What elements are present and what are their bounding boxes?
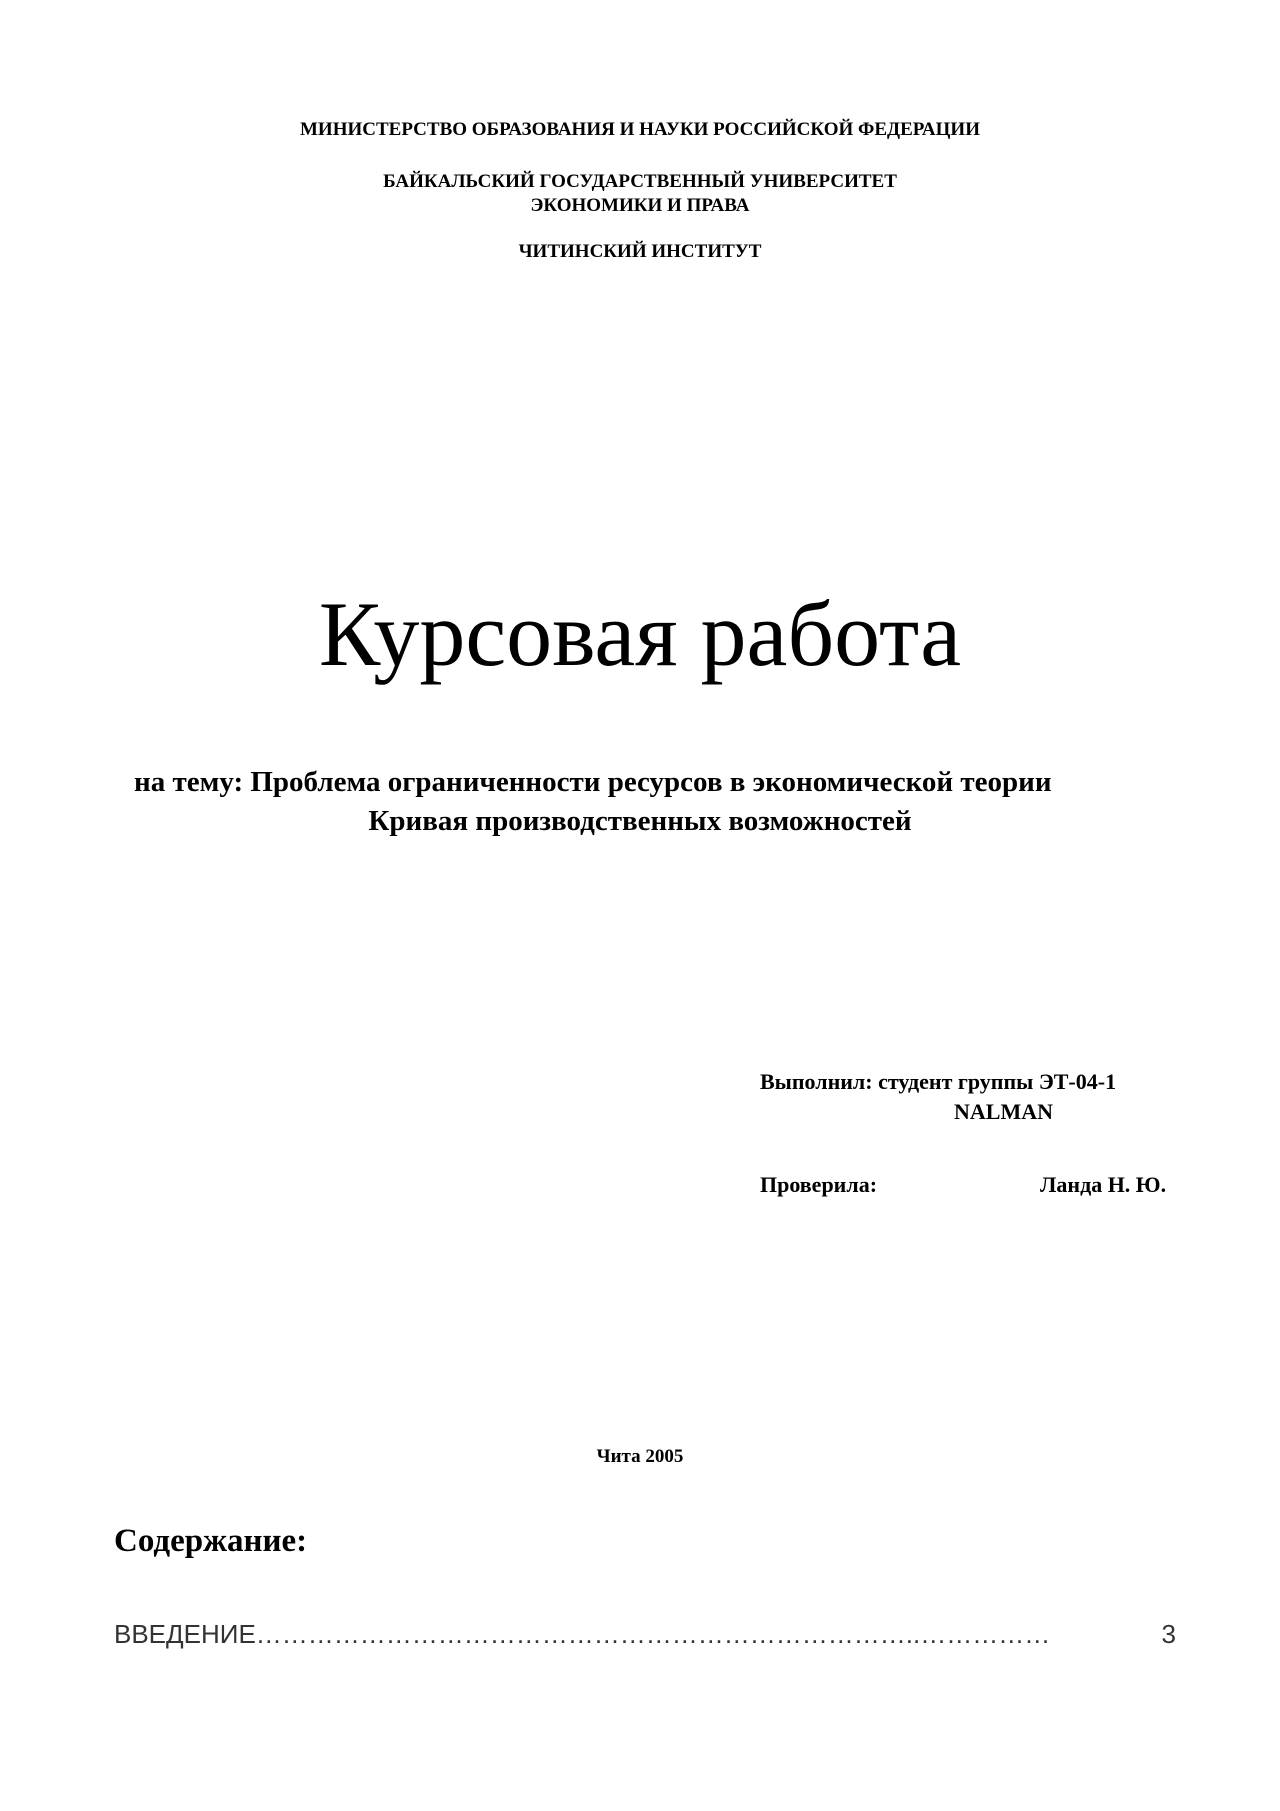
toc-entry-introduction[interactable] xyxy=(114,1618,1176,1650)
university-name-line2: ЭКОНОМИКИ И ПРАВА xyxy=(530,195,750,216)
topic-line1: на тему: Проблема ограниченности ресурсов в экономической теории xyxy=(134,766,1052,798)
performed-by-label: Выполнил: студент группы ЭТ-04-1 xyxy=(760,1069,1117,1094)
checker-name: Ланда Н. Ю. xyxy=(1040,1172,1167,1197)
city-year: Чита 2005 xyxy=(596,1446,684,1467)
university-name-line1: БАЙКАЛЬСКИЙ ГОСУДАРСТВЕННЫЙ УНИВЕРСИТЕТ xyxy=(383,171,897,192)
ministry-header: МИНИСТЕРСТВО ОБРАЗОВАНИЯ И НАУКИ РОССИЙСКОЙ ФЕДЕРАЦИИ xyxy=(300,119,980,140)
checked-by-label: Проверила: xyxy=(760,1172,878,1197)
toc-entry-page: 3 xyxy=(1161,1619,1176,1649)
toc-entry-leader: …………………………………………………………………..…………… xyxy=(255,1619,1051,1649)
topic-line2: Кривая производственных возможностей xyxy=(368,805,912,837)
student-name: NALMAN xyxy=(954,1099,1053,1124)
institute-name: ЧИТИНСКИЙ ИНСТИТУТ xyxy=(518,241,762,262)
toc-entry-label: ВВЕДЕНИЕ xyxy=(114,1619,256,1649)
contents-heading: Содержание: xyxy=(114,1523,308,1559)
document-title: Курсовая работа xyxy=(318,583,962,685)
